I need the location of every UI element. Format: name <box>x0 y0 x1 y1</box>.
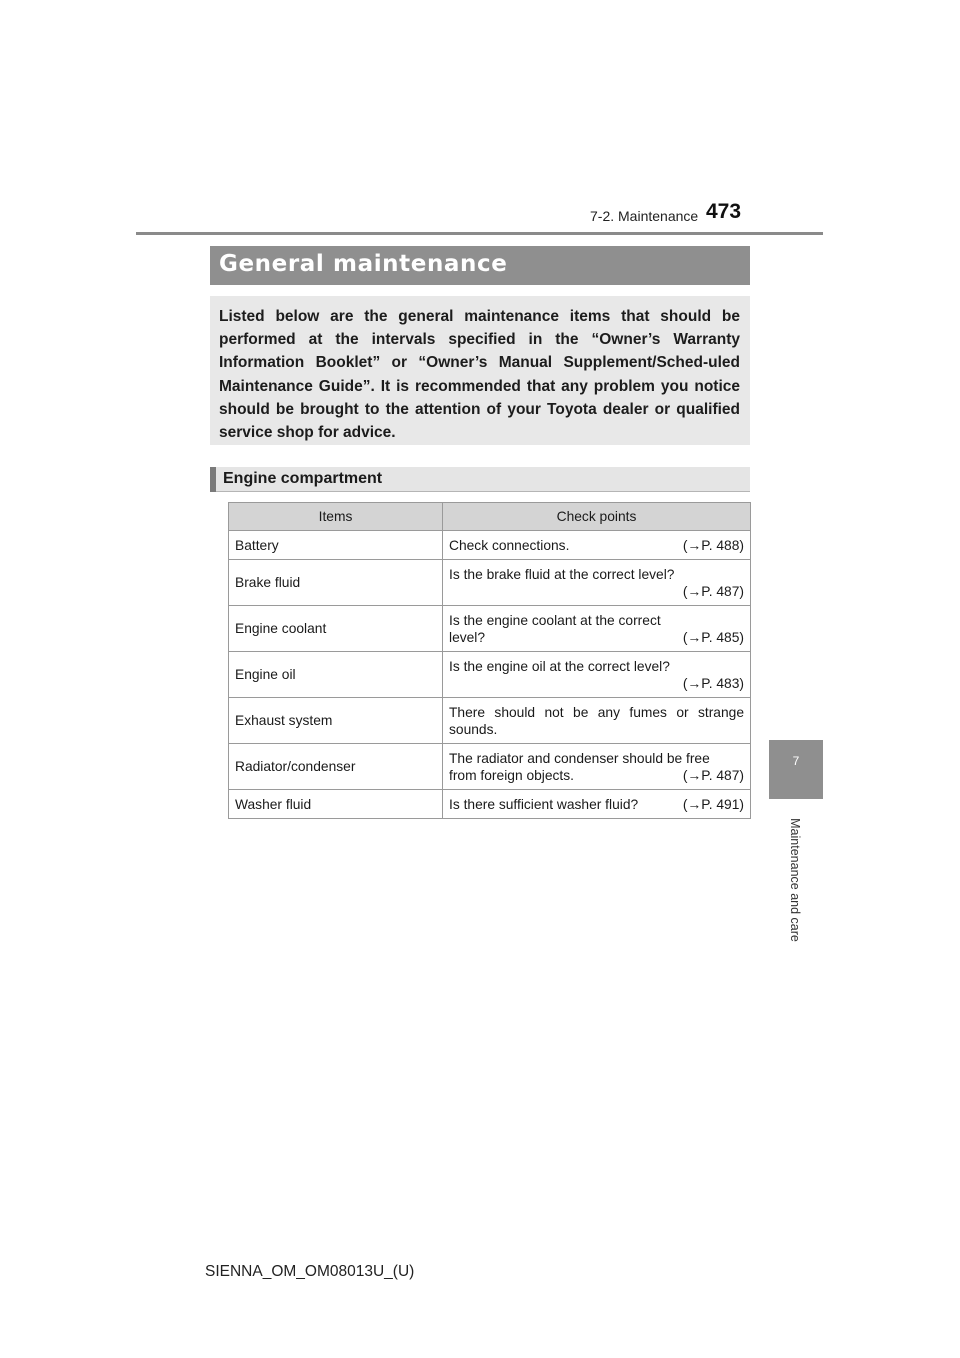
item-cell: Radiator/condenser <box>229 744 443 790</box>
page-title: General maintenance <box>210 246 750 285</box>
table-row <box>229 560 751 606</box>
table-row <box>229 606 751 652</box>
chapter-tab <box>769 740 823 799</box>
intro-box <box>210 296 750 445</box>
column-header-check-points: Check points <box>443 503 751 531</box>
chapter-number: 7 <box>792 754 800 768</box>
check-cell <box>443 560 751 606</box>
page-reference: (→P. 487) <box>682 767 744 783</box>
check-cell <box>443 652 751 698</box>
page-reference: (→P. 483) <box>682 675 744 691</box>
check-cell <box>443 606 751 652</box>
check-text: Is the brake fluid at the correct level? <box>449 566 675 582</box>
check-cell <box>443 790 751 819</box>
check-cell: There should not be any fumes or strange sounds. <box>443 698 751 744</box>
check-text-line2: level? <box>449 629 486 645</box>
chapter-title-vertical <box>740 800 850 960</box>
check-text-line1: The radiator and condenser should be free <box>449 750 710 766</box>
intro-text: Listed below are the general maintenance items that should be performed at the intervals specified in the “Owner’s Warranty Information Booklet” or “Owner’s Manual Supplement/Sched-uled Maintenance Guide”. It is recommended that any problem you notice should be brought to the attention of your Toyota dealer or qualified service shop for advice. <box>219 308 740 442</box>
table-row <box>229 652 751 698</box>
subsection-header <box>210 467 750 492</box>
column-header-items: Items <box>229 503 443 531</box>
page-reference: (→P. 487) <box>682 583 744 599</box>
check-text: Check connections. <box>449 537 570 553</box>
table-row <box>229 531 751 560</box>
subsection-title: Engine compartment <box>223 470 383 487</box>
header-divider <box>136 232 823 235</box>
page-number: 473 <box>706 200 742 223</box>
check-text-line2: from foreign objects. <box>449 767 574 783</box>
page-reference: (→P. 491) <box>682 796 744 812</box>
item-cell: Engine coolant <box>229 606 443 652</box>
item-cell: Brake fluid <box>229 560 443 606</box>
item-cell: Battery <box>229 531 443 560</box>
item-cell: Engine oil <box>229 652 443 698</box>
maintenance-table <box>228 502 751 819</box>
table-row <box>229 790 751 819</box>
document-id: SIENNA_OM_OM08013U_(U) <box>205 1263 415 1280</box>
item-cell: Exhaust system <box>229 698 443 744</box>
page-reference: (→P. 485) <box>682 629 744 645</box>
check-text: Is the engine oil at the correct level? <box>449 658 670 674</box>
page-reference: (→P. 488) <box>682 537 744 553</box>
table-row <box>229 744 751 790</box>
chapter-title: Maintenance and care <box>788 818 803 942</box>
check-cell <box>443 531 751 560</box>
item-cell: Washer fluid <box>229 790 443 819</box>
check-text: Is there sufficient washer fluid? <box>449 796 639 812</box>
subsection-accent <box>210 467 216 492</box>
table-header-row <box>229 503 751 531</box>
table-row <box>229 698 751 744</box>
check-text-line1: Is the engine coolant at the correct <box>449 612 661 628</box>
section-label: 7-2. Maintenance <box>590 208 699 224</box>
check-cell <box>443 744 751 790</box>
